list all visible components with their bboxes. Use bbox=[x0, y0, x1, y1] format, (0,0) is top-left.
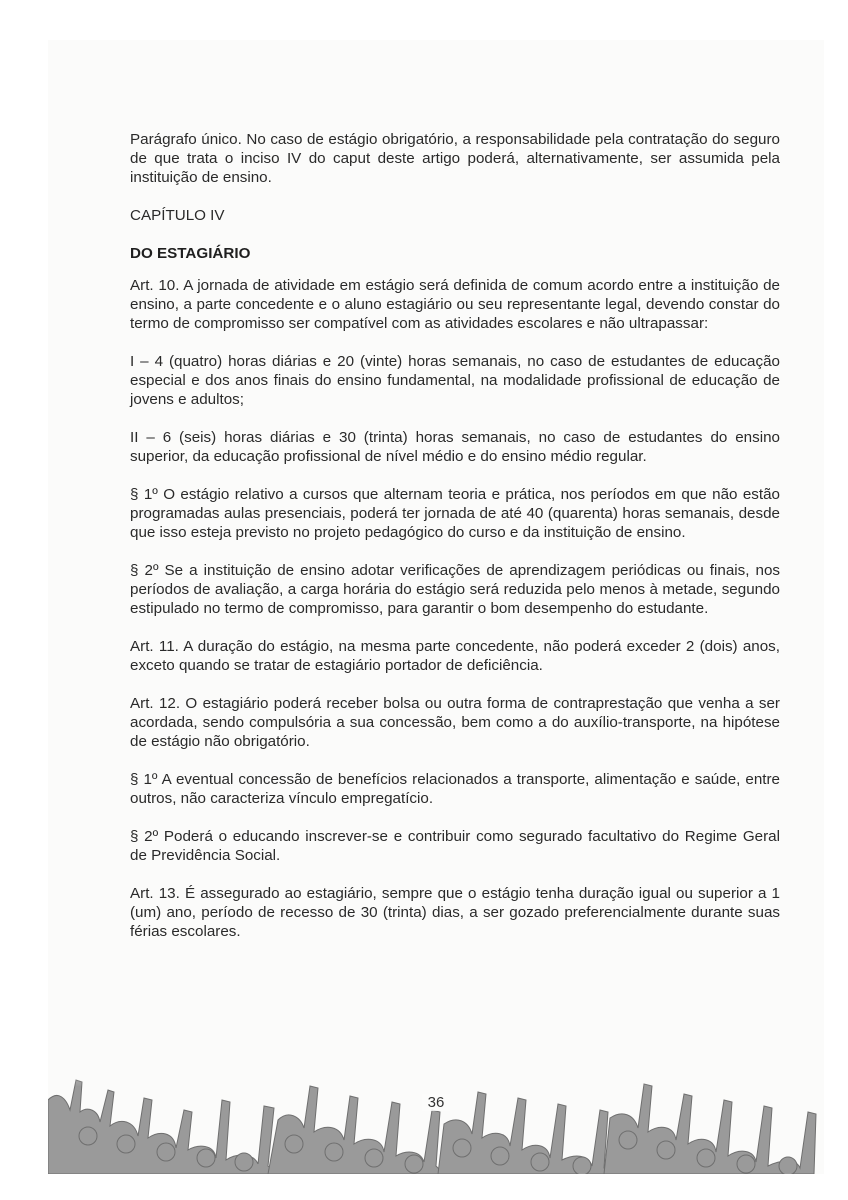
art-10: Art. 10. A jornada de atividade em estágio será definida de comum acordo entre a instituição de ensino, a parte concedente e o aluno estagiário ou seu representante legal, devendo constar do termo de compromisso ser compatível com as atividades escolares e não ultrapassar: bbox=[130, 277, 780, 332]
document-page bbox=[48, 40, 824, 1174]
art-12-paragrafo-1: § 1º A eventual concessão de benefícios relacionados a transporte, alimentação e saúde, entre outros, não caracteriza vínculo empregatício. bbox=[130, 771, 780, 807]
page-number: 36 bbox=[422, 1094, 451, 1111]
art-10-inciso-i: I – 4 (quatro) horas diárias e 20 (vinte) horas semanais, no caso de estudantes de educação especial e dos anos finais do ensino fundamental, na modalidade profissional de educação de jovens e adultos; bbox=[130, 353, 780, 408]
art-10-inciso-ii: II – 6 (seis) horas diárias e 30 (trinta) horas semanais, no caso de estudantes do ensino superior, da educação profissional de nível médio e do ensino médio regular. bbox=[130, 429, 780, 465]
art-13: Art. 13. É assegurado ao estagiário, sempre que o estágio tenha duração igual ou superior a 1 (um) ano, período de recesso de 30 (trinta) dias, a ser gozado preferencialmente durante suas férias escolares. bbox=[130, 885, 780, 940]
art-12: Art. 12. O estagiário poderá receber bolsa ou outra forma de contraprestação que venha a ser acordada, sendo compulsória a sua concessão, bem como a do auxílio-transporte, na hipótese de estágio não obrigatório. bbox=[130, 695, 780, 750]
section-title: DO ESTAGIÁRIO bbox=[130, 245, 251, 262]
chapter-heading: CAPÍTULO IV bbox=[130, 207, 225, 224]
document-body bbox=[130, 130, 780, 960]
art-11: Art. 11. A duração do estágio, na mesma parte concedente, não poderá exceder 2 (dois) anos, exceto quando se tratar de estagiário portador de deficiência. bbox=[130, 638, 780, 674]
art-12-paragrafo-2: § 2º Poderá o educando inscrever-se e contribuir como segurado facultativo do Regime Geral de Previdência Social. bbox=[130, 828, 780, 864]
art-10-paragrafo-1: § 1º O estágio relativo a cursos que alternam teoria e prática, nos períodos em que não estão programadas aulas presenciais, poderá ter jornada de até 40 (quarenta) horas semanais, desde que isso esteja previsto no projeto pedagógico do curso e da instituição de ensino. bbox=[130, 486, 780, 541]
page-number-container bbox=[48, 1094, 824, 1111]
art-10-paragrafo-2: § 2º Se a instituição de ensino adotar verificações de aprendizagem periódicas ou finais, nos períodos de avaliação, a carga horária do estágio será reduzida pelo menos à metade, segundo estipulado no termo de compromisso, para garantir o bom desempenho do estudante. bbox=[130, 562, 780, 617]
paragrafo-unico: Parágrafo único. No caso de estágio obrigatório, a responsabilidade pela contratação do seguro de que trata o inciso IV do caput deste artigo poderá, alternativamente, ser assumida pela instituição de ensino. bbox=[130, 131, 780, 186]
